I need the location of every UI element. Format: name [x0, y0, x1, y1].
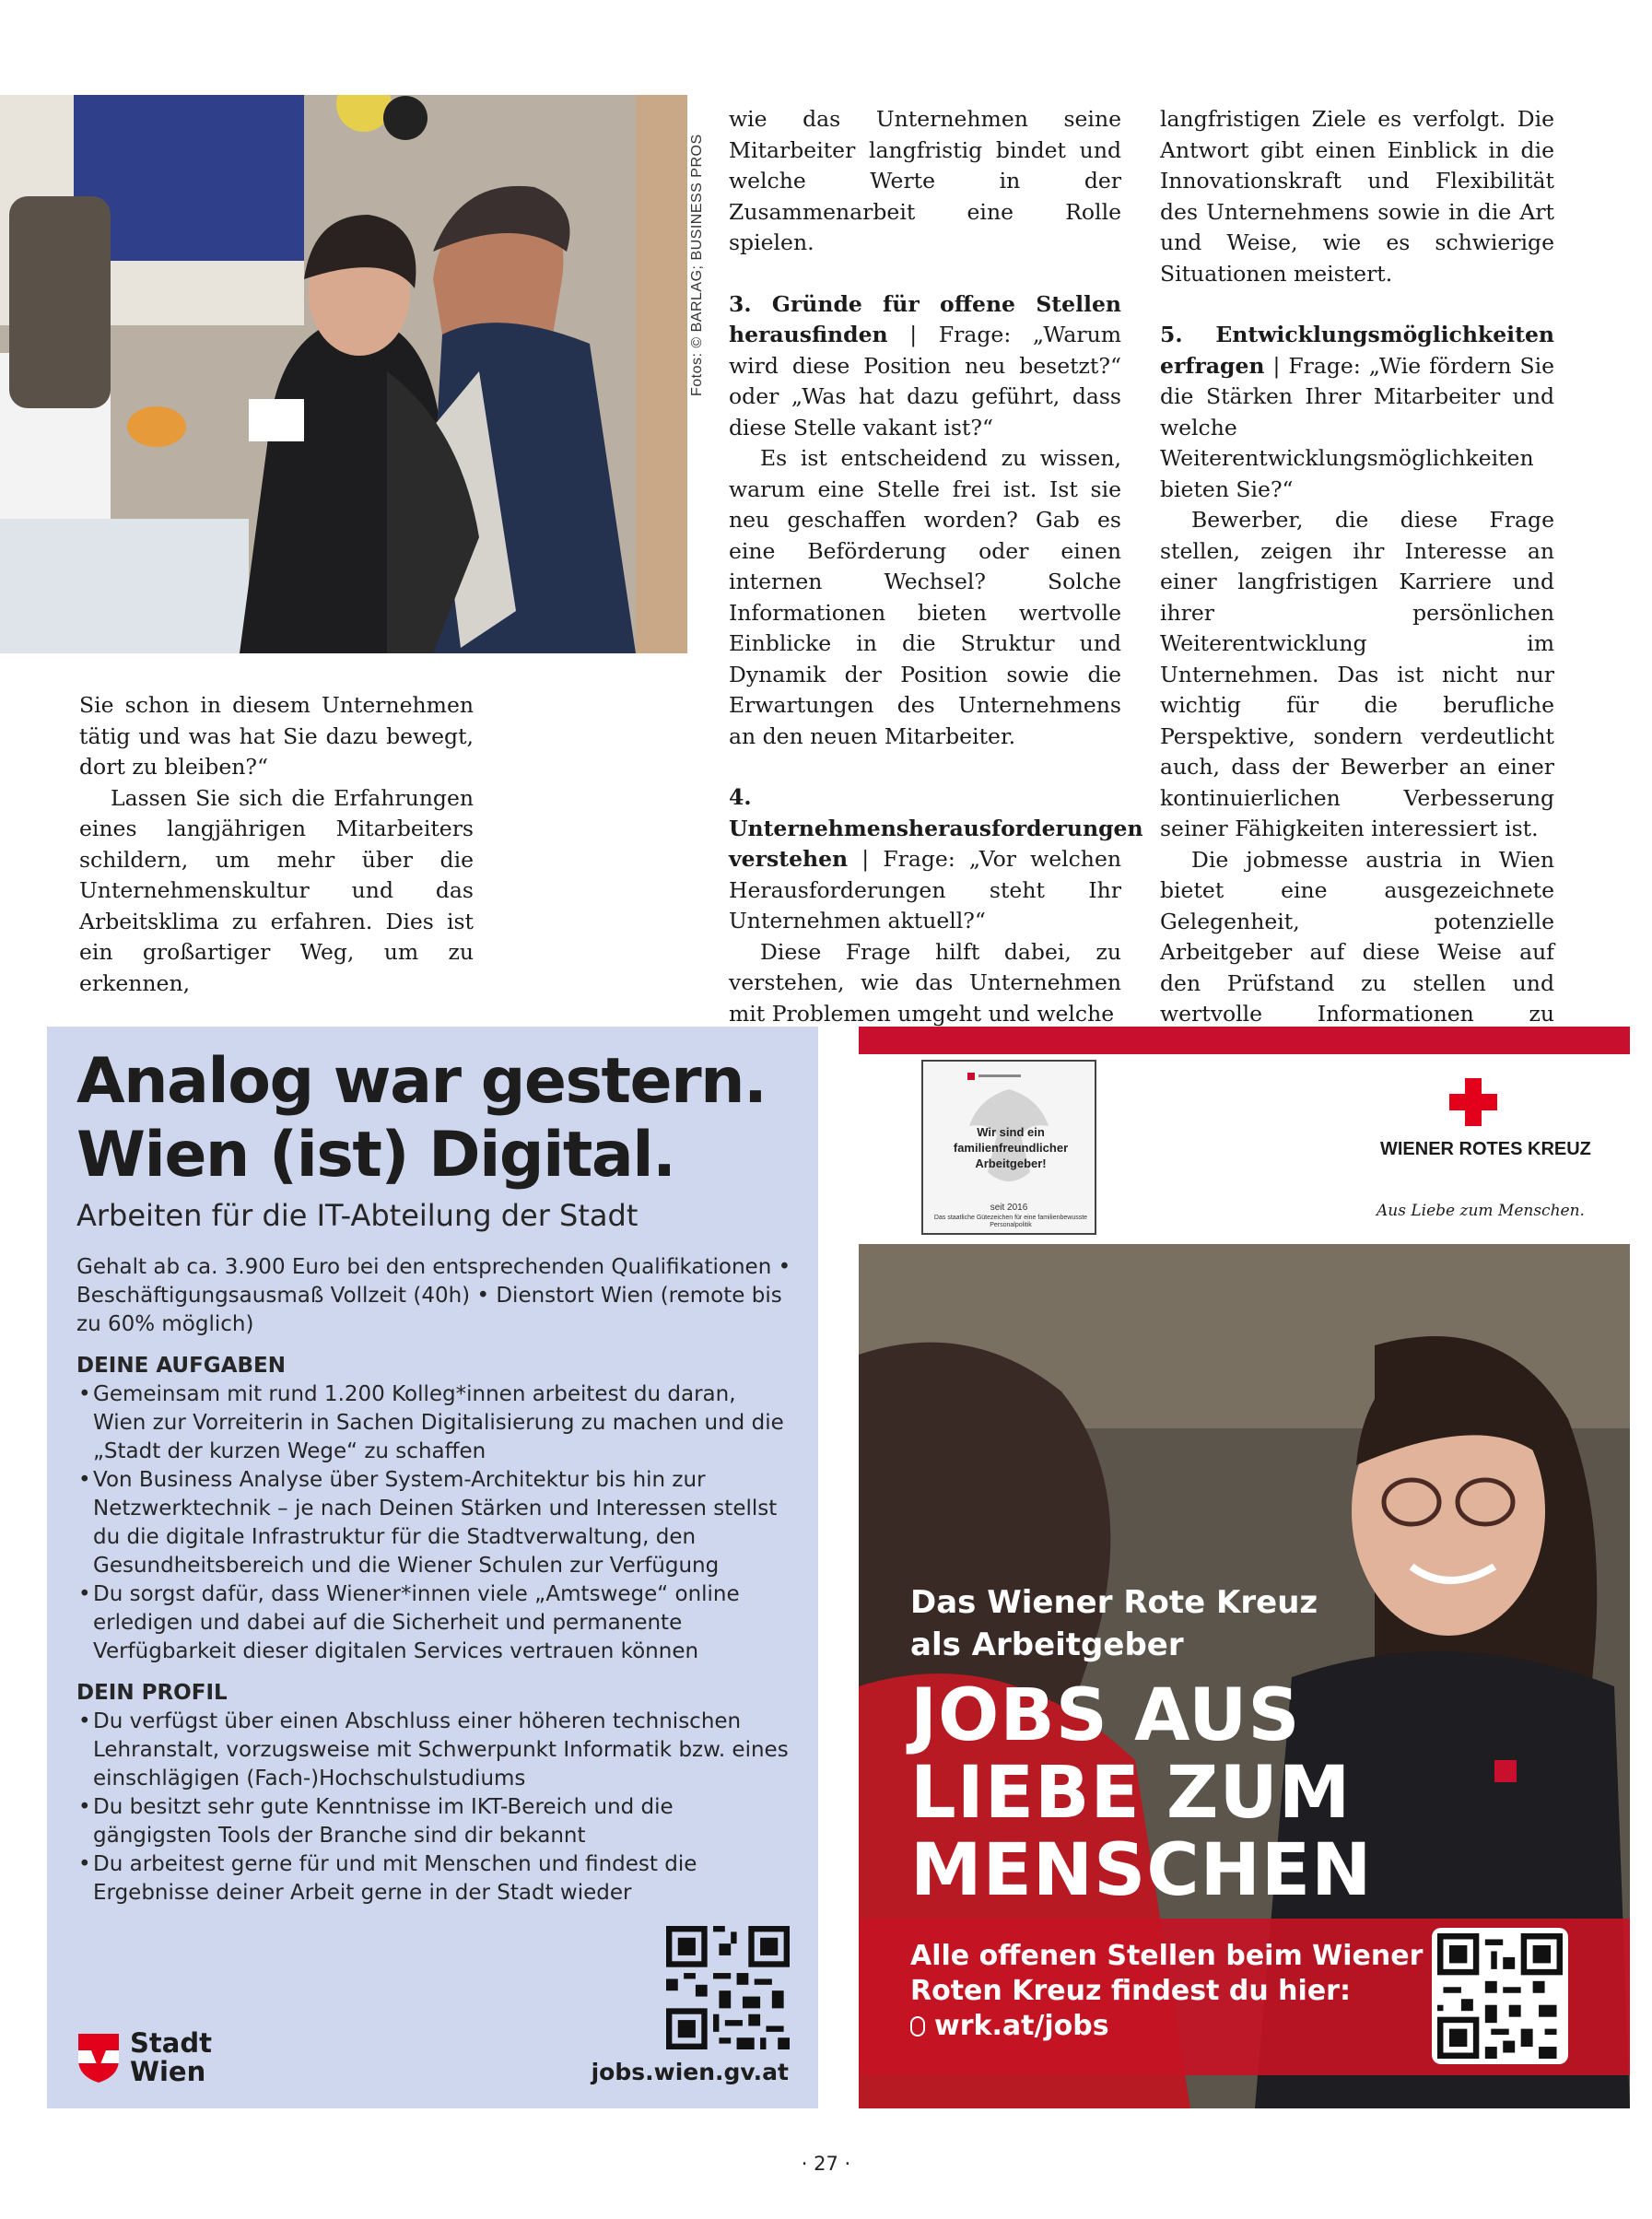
headline-line: Wien (ist) Digital.: [76, 1119, 675, 1192]
section-3: [729, 289, 1121, 444]
cta-text: [910, 1939, 1423, 2044]
red-cross-icon: [1447, 1076, 1499, 1128]
heading-line: Das Wiener Rote Kreuz: [910, 1584, 1318, 1621]
article-photo: [0, 95, 687, 653]
photo-credit: Fotos: © BARLAG; BUSINESS PROS: [689, 134, 705, 396]
org-tagline: Aus Liebe zum Menschen.: [1377, 1202, 1585, 1220]
badge-caption: Das staatliche Gütezeichen für eine familienbewusste Personalpolitik: [933, 1215, 1088, 1228]
section-5: [1160, 320, 1554, 505]
headline-line: JOBS AUS: [910, 1674, 1301, 1757]
list-item: • Du sorgst dafür, dass Wiener*innen viele „Amtswege“ online erledigen und dabei auf die Sicherheit und permanente Verfügbarkeit dieser digitalen Services vertrauen können: [76, 1580, 795, 1666]
cta-url-link[interactable]: wrk.at/jobs: [934, 2010, 1109, 2042]
list-item: • Gemeinsam mit rund 1.200 Kolleg*innen arbeitest du daran, Wien zur Vorreiterin in Sachen Digitalisierung zu machen und die „Stadt der kurzen Wege“ zu schaffen: [76, 1380, 795, 1466]
paragraph: Sie schon in diesem Unternehmen tätig und was hat Sie dazu bewegt, dort zu bleiben?“: [79, 692, 474, 780]
tasks-title: DEINE AUFGABEN: [76, 1354, 286, 1378]
logo-line: Stadt: [130, 2027, 212, 2059]
section-question: | Frage: „Warum wird diese Position neu besetzt?“ oder „Was hat dazu geführt, dass diese Stelle vakant ist?“: [729, 322, 1121, 440]
article-column-1: [79, 690, 474, 999]
paragraph: wie das Unternehmen seine Mitarbeiter langfristig bindet und welche Werte in der Zusammenarbeit eine Rolle spielen.: [729, 106, 1121, 255]
page-number: · 27 ·: [801, 2153, 851, 2175]
cta-line: Alle offenen Stellen beim Wiener: [910, 1940, 1424, 1972]
mouse-icon: [910, 2016, 925, 2037]
cta-bar: [859, 1919, 1630, 2075]
jobs-url-link[interactable]: jobs.wien.gv.at: [591, 2059, 789, 2085]
ad-heading: [910, 1581, 1318, 1666]
wien-shield-icon: [76, 2032, 121, 2084]
logo-text: [130, 2029, 212, 2086]
ad-subtitle: Arbeiten für die IT-Abteilung der Stadt: [76, 1198, 639, 1233]
photo-illustration: [0, 95, 687, 653]
section-heading: 3. Gründe für offene Stellen herausfinden: [729, 290, 1121, 347]
cta-url-row[interactable]: [910, 2009, 1423, 2044]
article-column-3: [1160, 104, 1554, 1061]
ad-intro: Gehalt ab ca. 3.900 Euro bei den entsprechenden Qualifikationen • Beschäftigungsausmaß Vollzeit (40h) • Dienstort Wien (remote bis zu 60% möglich): [76, 1255, 791, 1336]
list-item: • Du verfügst über einen Abschluss einer höheren technischen Lehranstalt, vorzugsweise mit Schwerpunkt Informatik bzw. eines einschlägigen (Fach-)Hochschulstudiums: [76, 1708, 795, 1793]
paragraph: Es ist entscheidend zu wissen, warum eine Stelle frei ist. Ist sie neu geschaffen worden? Gab es eine Beförderung oder einen internen Wechsel? Solche Informationen bieten wertvolle Einblicke in die Struktur und Dynamik der Position sowie die Erwartungen des Unternehmens an den neuen Mitarbeiter.: [729, 445, 1121, 749]
section-heading: 4. Unternehmensherausforderungen verstehen: [729, 784, 1143, 872]
red-top-bar: [859, 1027, 1630, 1054]
tasks-list: [76, 1380, 795, 1666]
badge-year: seit 2016: [990, 1203, 1028, 1213]
qr-code-icon[interactable]: [666, 1926, 790, 2049]
ad-body: [76, 1253, 795, 1908]
list-item: • Du besitzt sehr gute Kenntnisse im IKT-Bereich und die gängigsten Tools der Branche sind dir bekannt: [76, 1793, 795, 1850]
logo-line: Wien: [130, 2056, 206, 2087]
profile-title: DEIN PROFIL: [76, 1681, 228, 1705]
headline-line: MENSCHEN: [910, 1829, 1373, 1912]
headline-line: Analog war gestern.: [76, 1045, 767, 1118]
badge-text: Wir sind ein familienfreundlicher Arbeitgeber!: [953, 1125, 1069, 1170]
paragraph-text: Die jobmesse austria in Wien bietet eine ausgezeichnete Gelegenheit, potenzielle Arbeitgeber auf diese Weise auf den Prüfstand zu stellen und wertvolle Informationen zu: [1160, 846, 1554, 1027]
ad-big-headline: [910, 1674, 1373, 1912]
paragraph: Lassen Sie sich die Erfahrungen eines langjährigen Mitarbeiters schildern, um mehr über die Unternehmenskultur und das Arbeitsklima zu erfahren. Dies ist ein großartiger Weg, um zu erkennen,: [79, 784, 474, 996]
cta-line: Roten Kreuz findest du hier:: [910, 1975, 1351, 2007]
org-name: WIENER ROTES KREUZ: [1380, 1139, 1591, 1159]
profile-list: [76, 1708, 795, 1908]
paragraph: Diese Frage hilft dabei, zu verstehen, wie das Unternehmen mit Problemen umgeht und welche: [729, 938, 1121, 1027]
list-item: • Von Business Analyse über System-Architektur bis hin zur Netzwerktechnik – je nach Deinen Stärken und Interessen stellst du die digitale Infrastruktur für die Stadtverwaltung, den Gesundheitsbereich und die Wiener Schulen zur Verfügung: [76, 1466, 795, 1580]
family-friendly-badge: [921, 1060, 1096, 1235]
ad-headline: [76, 1045, 766, 1192]
article-column-2: [729, 104, 1143, 1029]
section-question: | Frage: „Vor welchen Herausforderungen steht Ihr Unternehmen aktuell?“: [729, 846, 1121, 933]
paragraph: Bewerber, die diese Frage stellen, zeigen ihr Interesse an einer langfristigen Karriere und ihrer persönlichen Weiterentwicklung im Unternehmen. Das ist nicht nur wichtig für die berufliche Perspektive, sondern verdeutlicht auch, dass der Bewerber an einer kontinuierlichen Verbesserung seiner Fähigkeiten interessiert ist.: [1160, 507, 1554, 841]
section-4: [729, 782, 1143, 937]
section-question: | Frage: „Wie fördern Sie die Stärken Ihrer Mitarbeiter und welche Weiterentwicklungsmöglichkeiten bieten Sie?“: [1160, 352, 1554, 502]
section-heading: 5. Entwicklungsmöglichkeiten erfragen: [1160, 322, 1554, 379]
ad-stadt-wien: [47, 1027, 818, 2108]
paragraph: langfristigen Ziele es verfolgt. Die Antwort gibt einen Einblick in die Innovationskraft und Flexibilität des Unternehmens sowie in die Art und Weise, wie es schwierige Situationen meistert.: [1160, 106, 1554, 287]
qr-code-icon[interactable]: [1432, 1928, 1568, 2064]
stadt-wien-logo: [76, 2029, 212, 2086]
ad-wiener-rotes-kreuz: [859, 1027, 1630, 2108]
list-item: • Du arbeitest gerne für und mit Menschen und findest die Ergebnisse deiner Arbeit gerne in der Stadt wieder: [76, 1850, 795, 1908]
heading-line: als Arbeitgeber: [910, 1626, 1184, 1663]
headline-line: LIEBE ZUM: [910, 1752, 1352, 1835]
